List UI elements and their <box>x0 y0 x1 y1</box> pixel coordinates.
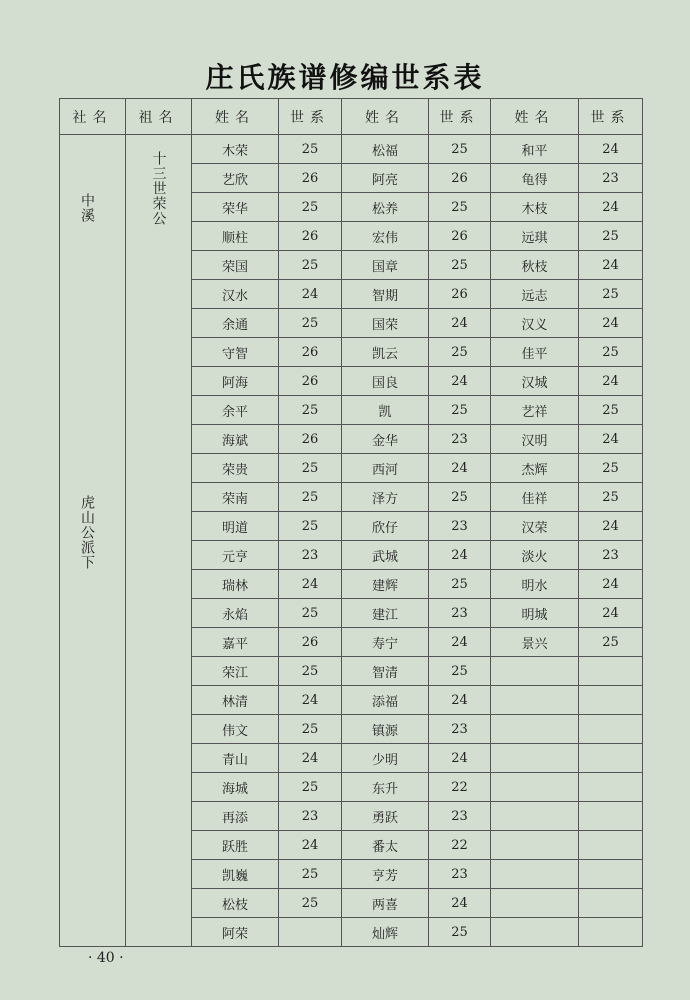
name-cell: 元亨 <box>192 541 279 570</box>
generation-cell <box>579 802 643 831</box>
zu-name-cell <box>126 135 192 947</box>
generation-cell: 25 <box>279 773 342 802</box>
generation-cell: 26 <box>429 280 491 309</box>
generation-cell: 25 <box>279 715 342 744</box>
she-name: 虎山公派下 <box>79 495 95 570</box>
name-cell: 建江 <box>342 599 429 628</box>
generation-cell: 25 <box>279 135 342 164</box>
name-cell: 欣仔 <box>342 512 429 541</box>
name-cell: 汉义 <box>491 309 579 338</box>
name-cell: 木荣 <box>192 135 279 164</box>
generation-cell: 25 <box>279 309 342 338</box>
she-name-cell <box>60 135 126 947</box>
generation-cell: 23 <box>429 599 491 628</box>
generation-cell: 25 <box>429 338 491 367</box>
name-cell: 海斌 <box>192 425 279 454</box>
name-cell: 跃胜 <box>192 831 279 860</box>
name-cell: 青山 <box>192 744 279 773</box>
generation-cell <box>579 657 643 686</box>
name-cell: 阿荣 <box>192 918 279 947</box>
generation-cell: 23 <box>279 541 342 570</box>
name-cell: 荣贵 <box>192 454 279 483</box>
name-cell: 林清 <box>192 686 279 715</box>
generation-cell: 24 <box>579 425 643 454</box>
generation-cell: 24 <box>279 831 342 860</box>
generation-cell: 23 <box>429 860 491 889</box>
name-cell: 金华 <box>342 425 429 454</box>
name-cell: 阿亮 <box>342 164 429 193</box>
name-cell <box>491 831 579 860</box>
generation-cell: 23 <box>579 541 643 570</box>
table-row <box>60 135 643 164</box>
page-number: · 40 · <box>88 950 124 966</box>
name-cell: 佳平 <box>491 338 579 367</box>
name-cell <box>491 657 579 686</box>
name-cell <box>491 860 579 889</box>
column-header: 姓名 <box>342 99 429 135</box>
generation-cell: 24 <box>579 251 643 280</box>
generation-cell: 25 <box>429 918 491 947</box>
generation-cell: 24 <box>429 744 491 773</box>
name-cell: 荣南 <box>192 483 279 512</box>
name-cell: 寿宁 <box>342 628 429 657</box>
name-cell: 勇跃 <box>342 802 429 831</box>
name-cell: 海城 <box>192 773 279 802</box>
name-cell: 瑞林 <box>192 570 279 599</box>
name-cell: 嘉平 <box>192 628 279 657</box>
generation-cell: 25 <box>279 251 342 280</box>
generation-cell: 24 <box>579 193 643 222</box>
generation-cell <box>279 918 342 947</box>
generation-cell: 26 <box>279 222 342 251</box>
generation-cell: 26 <box>279 425 342 454</box>
name-cell: 荣江 <box>192 657 279 686</box>
generation-cell: 25 <box>279 860 342 889</box>
name-cell: 东升 <box>342 773 429 802</box>
name-cell: 远志 <box>491 280 579 309</box>
zu-name: 十三世荣公 <box>150 151 167 226</box>
column-header: 世系 <box>429 99 491 135</box>
generation-cell: 26 <box>279 338 342 367</box>
generation-cell: 24 <box>429 309 491 338</box>
name-cell: 远琪 <box>491 222 579 251</box>
generation-cell: 24 <box>429 889 491 918</box>
column-header: 世系 <box>579 99 643 135</box>
generation-cell: 24 <box>279 280 342 309</box>
name-cell: 阿海 <box>192 367 279 396</box>
name-cell <box>491 889 579 918</box>
name-cell: 余平 <box>192 396 279 425</box>
name-cell: 添福 <box>342 686 429 715</box>
name-cell: 汉明 <box>491 425 579 454</box>
name-cell <box>491 715 579 744</box>
generation-cell: 24 <box>429 628 491 657</box>
generation-cell: 25 <box>579 483 643 512</box>
name-cell: 镇源 <box>342 715 429 744</box>
name-cell: 少明 <box>342 744 429 773</box>
generation-cell <box>579 860 643 889</box>
generation-cell: 25 <box>429 570 491 599</box>
generation-cell <box>579 889 643 918</box>
name-cell: 景兴 <box>491 628 579 657</box>
name-cell: 灿辉 <box>342 918 429 947</box>
generation-cell: 25 <box>429 396 491 425</box>
generation-cell: 24 <box>429 454 491 483</box>
name-cell: 泽方 <box>342 483 429 512</box>
she-name: 中溪 <box>79 193 95 223</box>
name-cell: 凯巍 <box>192 860 279 889</box>
name-cell: 和平 <box>491 135 579 164</box>
name-cell: 西河 <box>342 454 429 483</box>
name-cell: 荣国 <box>192 251 279 280</box>
generation-cell: 25 <box>429 483 491 512</box>
generation-cell <box>579 715 643 744</box>
generation-cell: 25 <box>579 338 643 367</box>
generation-cell: 24 <box>579 135 643 164</box>
generation-cell <box>579 686 643 715</box>
generation-cell: 24 <box>429 367 491 396</box>
generation-cell: 25 <box>579 628 643 657</box>
generation-cell: 25 <box>279 483 342 512</box>
name-cell: 艺欣 <box>192 164 279 193</box>
name-cell: 松养 <box>342 193 429 222</box>
generation-cell: 24 <box>579 599 643 628</box>
name-cell: 宏伟 <box>342 222 429 251</box>
name-cell <box>491 686 579 715</box>
name-cell: 汉荣 <box>491 512 579 541</box>
generation-cell <box>579 918 643 947</box>
name-cell: 守智 <box>192 338 279 367</box>
column-header: 姓名 <box>192 99 279 135</box>
name-cell: 凯云 <box>342 338 429 367</box>
generation-cell: 24 <box>579 367 643 396</box>
name-cell: 秋枝 <box>491 251 579 280</box>
generation-cell: 22 <box>429 773 491 802</box>
name-cell: 凯 <box>342 396 429 425</box>
name-cell: 明城 <box>491 599 579 628</box>
name-cell: 智清 <box>342 657 429 686</box>
generation-cell: 25 <box>429 657 491 686</box>
name-cell: 汉城 <box>491 367 579 396</box>
generation-cell: 25 <box>279 512 342 541</box>
generation-cell: 23 <box>429 425 491 454</box>
generation-cell: 25 <box>279 193 342 222</box>
generation-cell: 25 <box>579 222 643 251</box>
generation-cell: 26 <box>279 367 342 396</box>
generation-cell: 25 <box>279 657 342 686</box>
name-cell: 艺祥 <box>491 396 579 425</box>
name-cell <box>491 918 579 947</box>
generation-cell: 25 <box>579 396 643 425</box>
header-row <box>60 99 643 135</box>
name-cell: 明道 <box>192 512 279 541</box>
generation-cell: 22 <box>429 831 491 860</box>
name-cell <box>491 744 579 773</box>
generation-cell: 24 <box>279 744 342 773</box>
generation-cell: 24 <box>579 570 643 599</box>
name-cell: 智期 <box>342 280 429 309</box>
generation-cell: 23 <box>429 512 491 541</box>
name-cell: 番太 <box>342 831 429 860</box>
generation-cell: 25 <box>429 135 491 164</box>
name-cell: 余通 <box>192 309 279 338</box>
generation-cell: 26 <box>429 222 491 251</box>
generation-cell: 26 <box>279 164 342 193</box>
name-cell: 再添 <box>192 802 279 831</box>
name-cell: 两喜 <box>342 889 429 918</box>
generation-cell: 24 <box>279 686 342 715</box>
generation-cell: 25 <box>279 396 342 425</box>
generation-cell: 24 <box>429 541 491 570</box>
generation-cell: 25 <box>279 889 342 918</box>
name-cell: 国章 <box>342 251 429 280</box>
name-cell: 荣华 <box>192 193 279 222</box>
name-cell: 伟文 <box>192 715 279 744</box>
name-cell: 松枝 <box>192 889 279 918</box>
generation-cell <box>579 831 643 860</box>
name-cell <box>491 802 579 831</box>
generation-cell: 24 <box>579 309 643 338</box>
generation-cell: 24 <box>579 512 643 541</box>
name-cell: 龟得 <box>491 164 579 193</box>
generation-cell: 24 <box>279 570 342 599</box>
name-cell: 木枝 <box>491 193 579 222</box>
generation-cell: 26 <box>429 164 491 193</box>
column-header: 姓名 <box>491 99 579 135</box>
name-cell: 顺柱 <box>192 222 279 251</box>
genealogy-table <box>59 98 643 947</box>
name-cell: 佳祥 <box>491 483 579 512</box>
generation-cell: 25 <box>579 454 643 483</box>
name-cell: 松福 <box>342 135 429 164</box>
generation-cell: 26 <box>279 628 342 657</box>
name-cell: 国荣 <box>342 309 429 338</box>
name-cell: 建辉 <box>342 570 429 599</box>
table-body <box>60 135 643 947</box>
name-cell: 汉水 <box>192 280 279 309</box>
generation-cell: 25 <box>279 454 342 483</box>
name-cell: 武城 <box>342 541 429 570</box>
generation-cell: 23 <box>429 802 491 831</box>
column-header: 祖名 <box>126 99 192 135</box>
column-header: 世系 <box>279 99 342 135</box>
page-title: 庄氏族谱修编世系表 <box>205 61 485 94</box>
name-cell <box>491 773 579 802</box>
column-header: 社名 <box>60 99 126 135</box>
generation-cell <box>579 744 643 773</box>
generation-cell: 25 <box>429 251 491 280</box>
generation-cell: 25 <box>579 280 643 309</box>
generation-cell: 24 <box>429 686 491 715</box>
name-cell: 杰辉 <box>491 454 579 483</box>
name-cell: 亨芳 <box>342 860 429 889</box>
generation-cell: 23 <box>429 715 491 744</box>
generation-cell <box>579 773 643 802</box>
generation-cell: 25 <box>429 193 491 222</box>
name-cell: 淡火 <box>491 541 579 570</box>
name-cell: 国良 <box>342 367 429 396</box>
generation-cell: 23 <box>279 802 342 831</box>
name-cell: 明水 <box>491 570 579 599</box>
name-cell: 永焰 <box>192 599 279 628</box>
generation-cell: 25 <box>279 599 342 628</box>
generation-cell: 23 <box>579 164 643 193</box>
